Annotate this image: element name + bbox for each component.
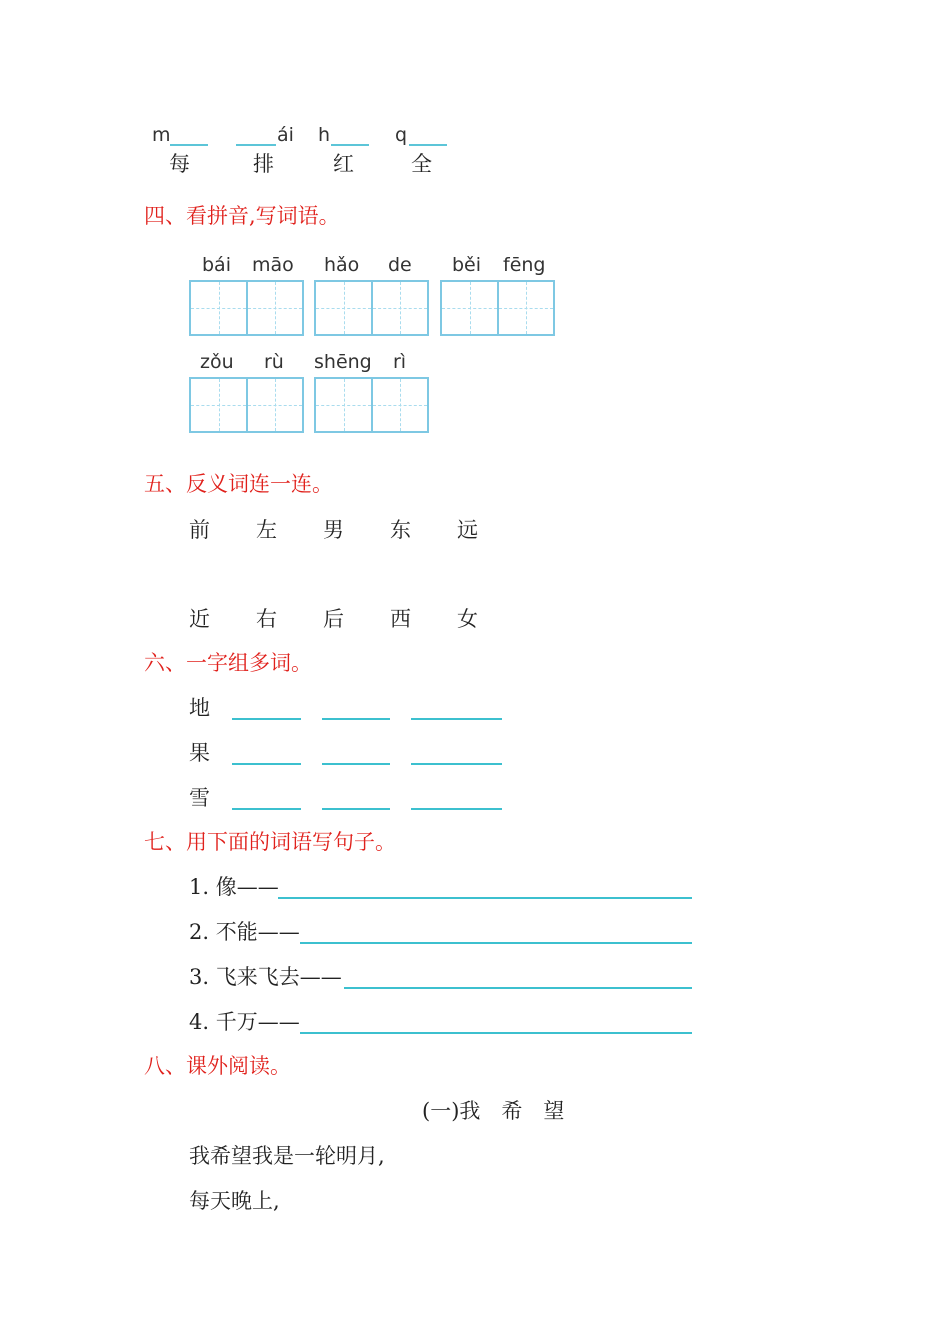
section-8-heading: 八、课外阅读。 [144, 1054, 291, 1078]
antonym-word[interactable]: 东 [390, 518, 411, 542]
pinyin-prefix: m [152, 124, 171, 146]
grid-pinyin: de [388, 254, 412, 276]
pinyin-blank[interactable] [331, 144, 369, 146]
grid-pinyin: rì [393, 351, 407, 373]
hanzi: 全 [411, 152, 432, 176]
grid-pinyin: rù [264, 351, 284, 373]
sentence-line[interactable] [300, 1032, 692, 1034]
grid-pinyin: běi [452, 254, 482, 276]
sentence-line[interactable] [278, 897, 692, 899]
section-7-heading: 七、用下面的词语写句子。 [144, 830, 396, 854]
writing-grid[interactable] [314, 280, 429, 336]
answer-line[interactable] [411, 718, 502, 720]
antonym-word[interactable]: 男 [323, 518, 344, 542]
base-char: 果 [189, 741, 210, 765]
poem-title: (一)我 希 望 [422, 1099, 565, 1123]
writing-grid[interactable] [189, 280, 304, 336]
writing-grid[interactable] [189, 377, 304, 433]
answer-line[interactable] [411, 763, 502, 765]
answer-line[interactable] [232, 763, 301, 765]
writing-grid[interactable] [314, 377, 429, 433]
grid-pinyin: bái [202, 254, 231, 276]
sentence-prompt: 1. 像—— [189, 875, 279, 899]
pinyin-prefix: q [395, 124, 408, 146]
antonym-word[interactable]: 前 [189, 518, 210, 542]
antonym-word[interactable]: 远 [457, 518, 478, 542]
grid-pinyin: fēng [503, 254, 546, 276]
answer-line[interactable] [322, 808, 390, 810]
answer-line[interactable] [232, 718, 301, 720]
pinyin-prefix: h [318, 124, 331, 146]
sentence-prompt: 3. 飞来飞去—— [189, 965, 342, 989]
answer-line[interactable] [322, 718, 390, 720]
hanzi: 红 [333, 152, 354, 176]
antonym-word[interactable]: 右 [256, 607, 277, 631]
section-4-heading: 四、看拼音,写词语。 [144, 204, 340, 228]
pinyin-blank[interactable] [170, 144, 208, 146]
answer-line[interactable] [411, 808, 502, 810]
sentence-prompt: 4. 千万—— [189, 1010, 300, 1034]
poem-line: 我希望我是一轮明月, [189, 1144, 385, 1168]
grid-pinyin: māo [252, 254, 294, 276]
antonym-word[interactable]: 后 [323, 607, 344, 631]
sentence-line[interactable] [344, 987, 692, 989]
hanzi: 每 [169, 152, 190, 176]
section-6-heading: 六、一字组多词。 [144, 651, 312, 675]
antonym-word[interactable]: 西 [390, 607, 411, 631]
base-char: 地 [189, 696, 210, 720]
antonym-word[interactable]: 女 [457, 607, 478, 631]
answer-line[interactable] [322, 763, 390, 765]
grid-pinyin: zǒu [200, 351, 234, 373]
base-char: 雪 [189, 786, 210, 810]
antonym-word[interactable]: 近 [189, 607, 210, 631]
sentence-prompt: 2. 不能—— [189, 920, 300, 944]
antonym-word[interactable]: 左 [256, 518, 277, 542]
pinyin-suffix: ái [277, 124, 294, 146]
section-5-heading: 五、反义词连一连。 [144, 472, 333, 496]
writing-grid[interactable] [440, 280, 555, 336]
pinyin-blank[interactable] [409, 144, 447, 146]
grid-pinyin: hǎo [324, 254, 360, 276]
pinyin-blank[interactable] [236, 144, 276, 146]
sentence-line[interactable] [300, 942, 692, 944]
grid-pinyin: shēng [314, 351, 372, 373]
answer-line[interactable] [232, 808, 301, 810]
poem-line: 每天晚上, [189, 1189, 280, 1213]
hanzi: 排 [253, 152, 274, 176]
